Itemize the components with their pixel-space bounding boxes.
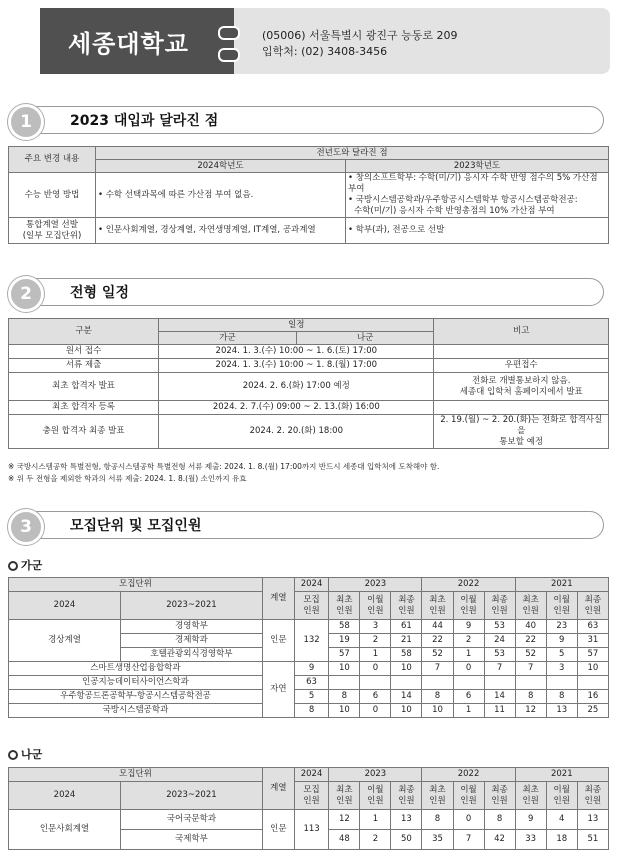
table-cell xyxy=(484,592,515,620)
table-cell: 계열 xyxy=(262,768,294,810)
table-cell: 8 xyxy=(484,810,515,830)
cell-text-line: 이월 xyxy=(460,594,477,605)
table-cell: 52 xyxy=(515,648,546,662)
cell-text-line: 최종 xyxy=(584,594,602,605)
header-cell: 2024 xyxy=(294,578,329,592)
table-cell: 2 xyxy=(360,830,391,850)
cell-text-line: 이월 xyxy=(460,784,477,795)
table-cell: 인공지능데이터사이언스학과 xyxy=(9,676,263,690)
header-cell: 나군 xyxy=(296,332,434,345)
arrow-circle-icon xyxy=(8,750,18,760)
table-row xyxy=(9,810,609,830)
table-cell: 11 xyxy=(484,704,515,718)
table-cell: 3 xyxy=(360,620,391,634)
table-cell: 48 xyxy=(329,830,360,850)
table-cell: 8 xyxy=(546,690,577,704)
binder-ring-icon xyxy=(218,26,240,40)
table-cell: 12 xyxy=(329,810,360,830)
header-cell: 2023~2021 xyxy=(120,592,262,620)
table-cell xyxy=(453,592,484,620)
table-cell: 18 xyxy=(546,830,577,850)
table-cell: 국제학부 xyxy=(120,830,262,850)
table-cell: 10 xyxy=(391,704,422,718)
table-cell xyxy=(515,676,546,690)
table-cell: 53 xyxy=(484,620,515,634)
table-cell xyxy=(329,592,360,620)
cell-text-line: 최종 xyxy=(398,594,415,605)
header-cell: 2024학년도 xyxy=(96,160,346,173)
cell-text-line: 최종 xyxy=(491,784,508,795)
schedule-date: 2024. 1. 3.(수) 10:00 ~ 1. 6.(토) 17:00 xyxy=(159,345,434,359)
table-cell: 6 xyxy=(360,690,391,704)
table-cell: 63 xyxy=(577,620,608,634)
table-cell: 50 xyxy=(391,830,422,850)
page-header xyxy=(0,2,617,76)
table-cell xyxy=(422,676,453,690)
header-cell: 모집단위 xyxy=(9,578,263,592)
table-cell: 9 xyxy=(294,662,329,676)
cell-text-line: 인원 xyxy=(460,795,477,806)
row-label: 수능 반영 방법 xyxy=(9,173,96,218)
table-cell: 40 xyxy=(515,620,546,634)
row-label xyxy=(9,218,96,244)
table-cell: 10 xyxy=(329,662,360,676)
table-cell: 자연 xyxy=(262,662,294,718)
header-cell xyxy=(294,592,329,620)
cell-2023: • 학부(과), 전공으로 선발 xyxy=(346,218,609,244)
header-cell: 2023학년도 xyxy=(346,160,609,173)
table-cell xyxy=(546,782,577,810)
schedule-date: 2024. 1. 3.(수) 10:00 ~ 1. 8.(월) 17:00 xyxy=(159,359,434,373)
cell-text-line: 이월 xyxy=(367,594,384,605)
cell-text-line: • 국방시스템공학과/우주항공시스템학부 항공시스템공학전공: xyxy=(348,195,578,205)
schedule-table xyxy=(8,318,609,449)
table-row xyxy=(9,620,609,634)
cell-text-line: 2. 19.(월) ~ 2. 20.(화)는 전화로 합격사실을 xyxy=(440,415,603,436)
table-cell: 9 xyxy=(546,634,577,648)
table-cell xyxy=(391,782,422,810)
table-cell: 8 xyxy=(515,690,546,704)
section-2-heading xyxy=(8,276,608,306)
table-cell xyxy=(484,676,515,690)
cell-text-line: 인원 xyxy=(336,605,353,616)
table-cell xyxy=(360,782,391,810)
cell-text-line: 최초 xyxy=(336,594,353,605)
cell-text-line: 세종대 입학처 홈페이지에서 발표 xyxy=(459,386,583,397)
schedule-note xyxy=(434,373,609,401)
table-cell xyxy=(577,782,608,810)
section-number: 3 xyxy=(8,509,44,545)
table-cell xyxy=(360,592,391,620)
cell-text-line: 모집 xyxy=(303,594,320,605)
table-cell: 경영학부 xyxy=(120,620,262,634)
cell-text-line: 인원 xyxy=(460,605,477,616)
table-cell: 57 xyxy=(577,648,608,662)
cell-2024: • 수학 선택과목에 따른 가산점 부여 없음. xyxy=(96,173,346,218)
table-cell xyxy=(360,676,391,690)
table-cell: 58 xyxy=(329,620,360,634)
header-cell: 2021 xyxy=(515,578,608,592)
cell-text-line: 인원 xyxy=(584,605,602,616)
cell-text-line: 인원 xyxy=(367,605,384,616)
table-cell: 7 xyxy=(453,830,484,850)
table-cell: 57 xyxy=(329,648,360,662)
arrow-circle-icon xyxy=(8,561,18,571)
cell-text-line: 인원 xyxy=(398,795,415,806)
table-cell: 42 xyxy=(484,830,515,850)
table-cell xyxy=(422,782,453,810)
table-cell: 2023 xyxy=(329,768,422,782)
section-title: 전형 일정 xyxy=(70,285,129,301)
table-cell: 22 xyxy=(422,634,453,648)
schedule-item: 최초 합격자 발표 xyxy=(9,373,159,401)
header-cell: 비고 xyxy=(434,319,609,345)
na-group-title: 나군 xyxy=(8,746,42,762)
cell-text-line: (일부 모집단위) xyxy=(22,230,82,241)
cell-text-line: 인원 xyxy=(429,605,446,616)
ga-quota-table xyxy=(8,577,609,718)
table-cell: 10 xyxy=(422,704,453,718)
table-cell xyxy=(422,592,453,620)
cell-text-line: 이월 xyxy=(367,784,384,795)
cell-text-line: 인원 xyxy=(336,795,353,806)
table-cell: 35 xyxy=(422,830,453,850)
cell-2023 xyxy=(346,173,609,218)
table-cell: 2022 xyxy=(422,768,515,782)
cell-text-line: 인원 xyxy=(491,795,508,806)
binder-ring-icon xyxy=(218,48,240,62)
table-cell: 8 xyxy=(329,690,360,704)
schedule-note xyxy=(434,345,609,359)
table-cell: 8 xyxy=(422,690,453,704)
cell-text-line: 최초 xyxy=(522,784,539,795)
table-cell: 1 xyxy=(453,704,484,718)
table-cell: 31 xyxy=(577,634,608,648)
table-cell: 우주항공드론공학부-항공시스템공학전공 xyxy=(9,690,263,704)
cell-text-line: 모집 xyxy=(303,784,320,795)
cell-text-line: 인원 xyxy=(522,795,539,806)
table-cell: 14 xyxy=(484,690,515,704)
table-cell xyxy=(515,592,546,620)
table-cell: 10 xyxy=(329,704,360,718)
table-cell: 0 xyxy=(360,704,391,718)
table-cell: 10 xyxy=(391,662,422,676)
table-cell: 스마트생명산업융합학과 xyxy=(9,662,263,676)
schedule-item: 원서 접수 xyxy=(9,345,159,359)
table-cell: 19 xyxy=(329,634,360,648)
table-cell: 63 xyxy=(294,676,329,690)
table-cell xyxy=(391,676,422,690)
address-text: (05006) 서울특별시 광진구 능동로 209 xyxy=(262,29,458,42)
table-cell xyxy=(329,676,360,690)
table-cell: 0 xyxy=(453,662,484,676)
table-cell: 8 xyxy=(294,704,329,718)
table-cell: 2024 xyxy=(294,768,329,782)
cell-text-line: 수학(미/기) 응시자 수학 반영총점의 10% 가산점 부여 xyxy=(354,206,555,216)
table-cell: 12 xyxy=(515,704,546,718)
table-cell: 1 xyxy=(453,648,484,662)
section-number: 1 xyxy=(8,104,44,140)
table-cell: 16 xyxy=(577,690,608,704)
header-cell: 주요 변경 내용 xyxy=(9,147,96,173)
table-cell: 10 xyxy=(577,662,608,676)
header-cell: 2023 xyxy=(329,578,422,592)
schedule-date: 2024. 2. 6.(화) 17:00 예정 xyxy=(159,373,434,401)
table-row xyxy=(9,704,609,718)
cell-text-line: 인원 xyxy=(522,605,539,616)
table-cell: 58 xyxy=(391,648,422,662)
table-cell: 경제학과 xyxy=(120,634,262,648)
table-cell: 0 xyxy=(453,810,484,830)
table-cell: 1 xyxy=(360,648,391,662)
cell-text-line: 통보할 예정 xyxy=(499,437,544,447)
ga-group-title: 가군 xyxy=(8,557,42,573)
table-cell xyxy=(453,782,484,810)
header-cell: 구분 xyxy=(9,319,159,345)
section-title: 2023 대입과 달라진 점 xyxy=(70,113,219,129)
cell-text-line: 최종 xyxy=(491,594,508,605)
table-cell: 2021 xyxy=(515,768,608,782)
table-cell xyxy=(546,676,577,690)
table-cell: 9 xyxy=(453,620,484,634)
table-cell xyxy=(577,592,608,620)
table-cell: 13 xyxy=(577,810,608,830)
table-cell: 61 xyxy=(391,620,422,634)
table-cell: 2023~2021 xyxy=(120,782,262,810)
na-quota-table xyxy=(8,767,609,850)
table-cell: 13 xyxy=(546,704,577,718)
cell-text-line: 이월 xyxy=(553,784,570,795)
cell-text-line: 최종 xyxy=(584,784,602,795)
table-cell: 국어국문학과 xyxy=(120,810,262,830)
cell-text-line: 이월 xyxy=(553,594,570,605)
table-cell: 국방시스템공학과 xyxy=(9,704,263,718)
table-cell xyxy=(391,592,422,620)
schedule-note xyxy=(434,401,609,415)
table-cell: 7 xyxy=(422,662,453,676)
table-cell: 모집단위 xyxy=(9,768,263,782)
table-cell: 21 xyxy=(391,634,422,648)
cell-text-line: 인원 xyxy=(398,605,415,616)
schedule-item: 충원 합격자 최종 발표 xyxy=(9,415,159,449)
table-cell: 33 xyxy=(515,830,546,850)
cell-text-line: 최종 xyxy=(398,784,415,795)
schedule-note xyxy=(434,415,609,449)
table-cell: 인문사회계열 xyxy=(9,810,121,850)
section-1-heading xyxy=(8,104,608,134)
schedule-date: 2024. 2. 7.(수) 09:00 ~ 2. 13.(화) 16:00 xyxy=(159,401,434,415)
table-cell xyxy=(577,676,608,690)
table-cell: 2 xyxy=(360,634,391,648)
changes-table xyxy=(8,146,609,244)
table-cell: 52 xyxy=(422,648,453,662)
cell-text-line: 최초 xyxy=(336,784,353,795)
table-cell: 132 xyxy=(294,620,329,662)
table-row xyxy=(9,676,609,690)
cell-text-line: 인원 xyxy=(491,605,508,616)
section-title: 모집단위 및 모집인원 xyxy=(70,518,202,534)
cell-text-line: 인원 xyxy=(303,605,320,616)
table-cell: 6 xyxy=(453,690,484,704)
school-name: 세종대학교 xyxy=(68,30,189,58)
cell-text-line: 인원 xyxy=(553,795,570,806)
table-cell: 경상계열 xyxy=(9,620,121,662)
header-cell: 전년도와 달라진 점 xyxy=(96,147,609,160)
table-cell: 0 xyxy=(360,662,391,676)
table-cell: 4 xyxy=(546,810,577,830)
table-cell: 24 xyxy=(484,634,515,648)
table-cell: 44 xyxy=(422,620,453,634)
schedule-note: 우편접수 xyxy=(434,359,609,373)
schedule-date: 2024. 2. 20.(화) 18:00 xyxy=(159,415,434,449)
cell-text-line: 인원 xyxy=(367,795,384,806)
table-cell: 14 xyxy=(391,690,422,704)
table-cell: 53 xyxy=(484,648,515,662)
section-3-heading xyxy=(8,509,608,539)
table-cell: 8 xyxy=(422,810,453,830)
phone-text: 입학처: (02) 3408-3456 xyxy=(262,45,388,58)
section-number: 2 xyxy=(8,276,44,312)
table-row xyxy=(9,662,609,676)
table-cell: 113 xyxy=(294,810,329,850)
cell-text-line: 전화로 개별통보하지 않음. xyxy=(472,375,571,386)
table-cell: 호텔관광외식경영학부 xyxy=(120,648,262,662)
table-cell xyxy=(546,592,577,620)
table-cell: 7 xyxy=(484,662,515,676)
header-cell: 계열 xyxy=(262,578,294,620)
cell-text-line: 인원 xyxy=(584,795,602,806)
table-cell xyxy=(453,676,484,690)
header-cell: 2022 xyxy=(422,578,515,592)
table-cell xyxy=(484,782,515,810)
contact-info xyxy=(262,28,457,60)
cell-text-line: 통합계열 선발 xyxy=(26,219,78,230)
table-cell: 22 xyxy=(515,634,546,648)
header-cell: 가군 xyxy=(159,332,297,345)
table-cell: 5 xyxy=(294,690,329,704)
cell-text-line: 최초 xyxy=(429,594,446,605)
header-cell: 일정 xyxy=(159,319,434,332)
table-cell: 23 xyxy=(546,620,577,634)
table-cell: 인문 xyxy=(262,620,294,662)
cell-text-line: 인원 xyxy=(553,605,570,616)
table-cell: 13 xyxy=(391,810,422,830)
header-cell: 2024 xyxy=(9,592,121,620)
cell-text-line: 인원 xyxy=(429,795,446,806)
cell-text-line: 최초 xyxy=(429,784,446,795)
table-cell: 2 xyxy=(453,634,484,648)
table-cell xyxy=(515,782,546,810)
cell-text-line: 최초 xyxy=(522,594,539,605)
schedule-item: 서류 제출 xyxy=(9,359,159,373)
table-cell xyxy=(329,782,360,810)
table-cell: 7 xyxy=(515,662,546,676)
table-cell: 25 xyxy=(577,704,608,718)
cell-text-line: • 창의소프트학부: 수학(미/기) 응시자 수학 반영 점수의 5% 가산점 부여 xyxy=(348,173,598,194)
table-cell: 51 xyxy=(577,830,608,850)
table-cell xyxy=(294,782,329,810)
schedule-notes: ※ 국방시스템공학 특별전형, 항공시스템공학 특별전형 서류 제출: 2024. 1. 8.(월) 17:00까지 반드시 세종대 입학처에 도착해야 함. ※ 위 두 전형을 제외한 학과의 서류 제출: 2024. 1. 8.(월) 소인까지 유효 xyxy=(8,462,440,483)
table-row xyxy=(9,690,609,704)
table-cell: 인문 xyxy=(262,810,294,850)
cell-text-line: 인원 xyxy=(303,795,320,806)
table-cell: 5 xyxy=(546,648,577,662)
table-cell: 1 xyxy=(360,810,391,830)
table-cell: 2024 xyxy=(9,782,121,810)
cell-2024: • 인문사회계열, 경상계열, 자연생명계열, IT계열, 공과계열 xyxy=(96,218,346,244)
table-cell: 3 xyxy=(546,662,577,676)
table-cell: 9 xyxy=(515,810,546,830)
schedule-item: 최초 합격자 등록 xyxy=(9,401,159,415)
